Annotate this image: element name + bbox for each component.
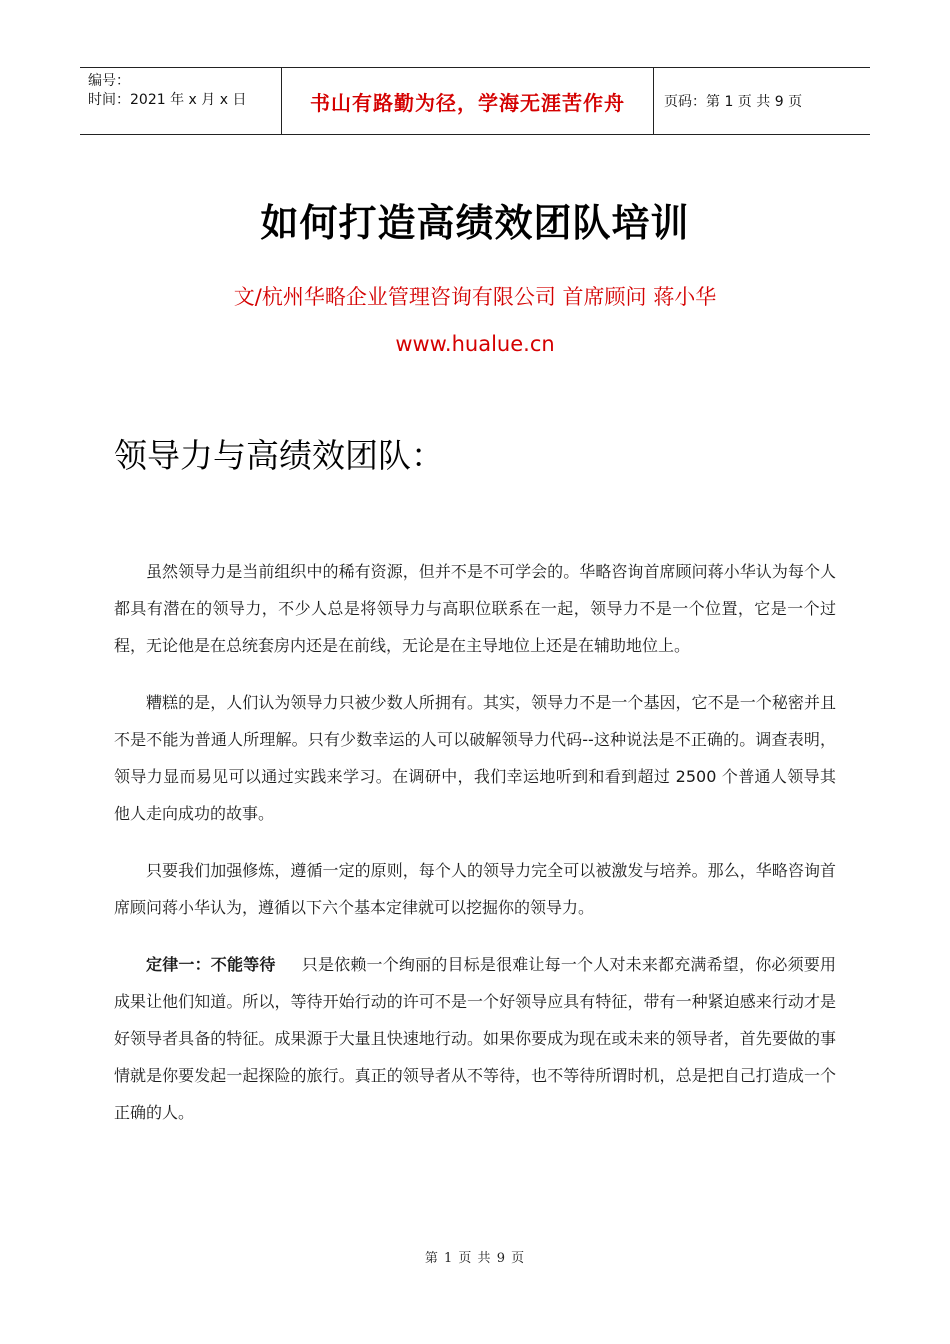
website-link[interactable]: www.hualue.cn — [395, 332, 555, 356]
paragraph: 只要我们加强修炼，遵循一定的原则，每个人的领导力完全可以被激发与培养。那么，华略咨询首席顾问蒋小华认为，遵循以下六个基本定律就可以挖掘你的领导力。 — [114, 861, 836, 917]
law-heading: 定律一：不能等待 — [146, 955, 276, 974]
law-text: 只是依赖一个绚丽的目标是很难让每一个人对未来都充满希望，你必须要用成果让他们知道。所以，等待开始行动的许可不是一个好领导应具有特征，带有一种紧迫感来行动才是好领导者具备的特征。成果源于大量且快速地行动。如果你要成为现在或未来的领导者，首先要做的事情就是你要发起一起探险的旅行。真正的领导者从不等待，也不等待所谓时机，总是把自己打造成一个正确的人。 — [114, 955, 836, 1122]
header-page-number: 页码：第 1 页 共 9 页 — [664, 94, 803, 110]
body-text — [114, 553, 836, 1151]
paragraph: 虽然领导力是当前组织中的稀有资源，但并不是不可学会的。华略咨询首席顾问蒋小华认为每个人都具有潜在的领导力，不少人总是将领导力与高职位联系在一起，领导力不是一个位置，它是一个过程，无论他是在总统套房内还是在前线，无论是在主导地位上还是在辅助地位上。 — [114, 562, 836, 655]
section-heading: 领导力与高绩效团队： — [114, 436, 444, 475]
header-motto: 书山有路勤为径，学海无涯苦作舟 — [282, 68, 654, 134]
document-title: 如何打造高绩效团队培训 — [260, 201, 690, 245]
page-header — [80, 67, 870, 135]
date-label: 时间：2021 年 x 月 x 日 — [88, 92, 247, 108]
author-byline: 文/杭州华略企业管理咨询有限公司 首席顾问 蒋小华 — [233, 285, 717, 309]
number-label: 编号： — [88, 73, 130, 89]
header-meta — [80, 68, 282, 134]
paragraph — [114, 946, 836, 1131]
paragraph: 糟糕的是，人们认为领导力只被少数人所拥有。其实，领导力不是一个基因，它不是一个秘密并且不是不能为普通人所理解。只有少数幸运的人可以破解领导力代码--这种说法是不正确的。调查表明，领导力显而易见可以通过实践来学习。在调研中，我们幸运地听到和看到超过 2500 个普通人领导其他人走向成功的故事。 — [114, 693, 836, 823]
page-footer: 第 1 页 共 9 页 — [424, 1251, 526, 1266]
